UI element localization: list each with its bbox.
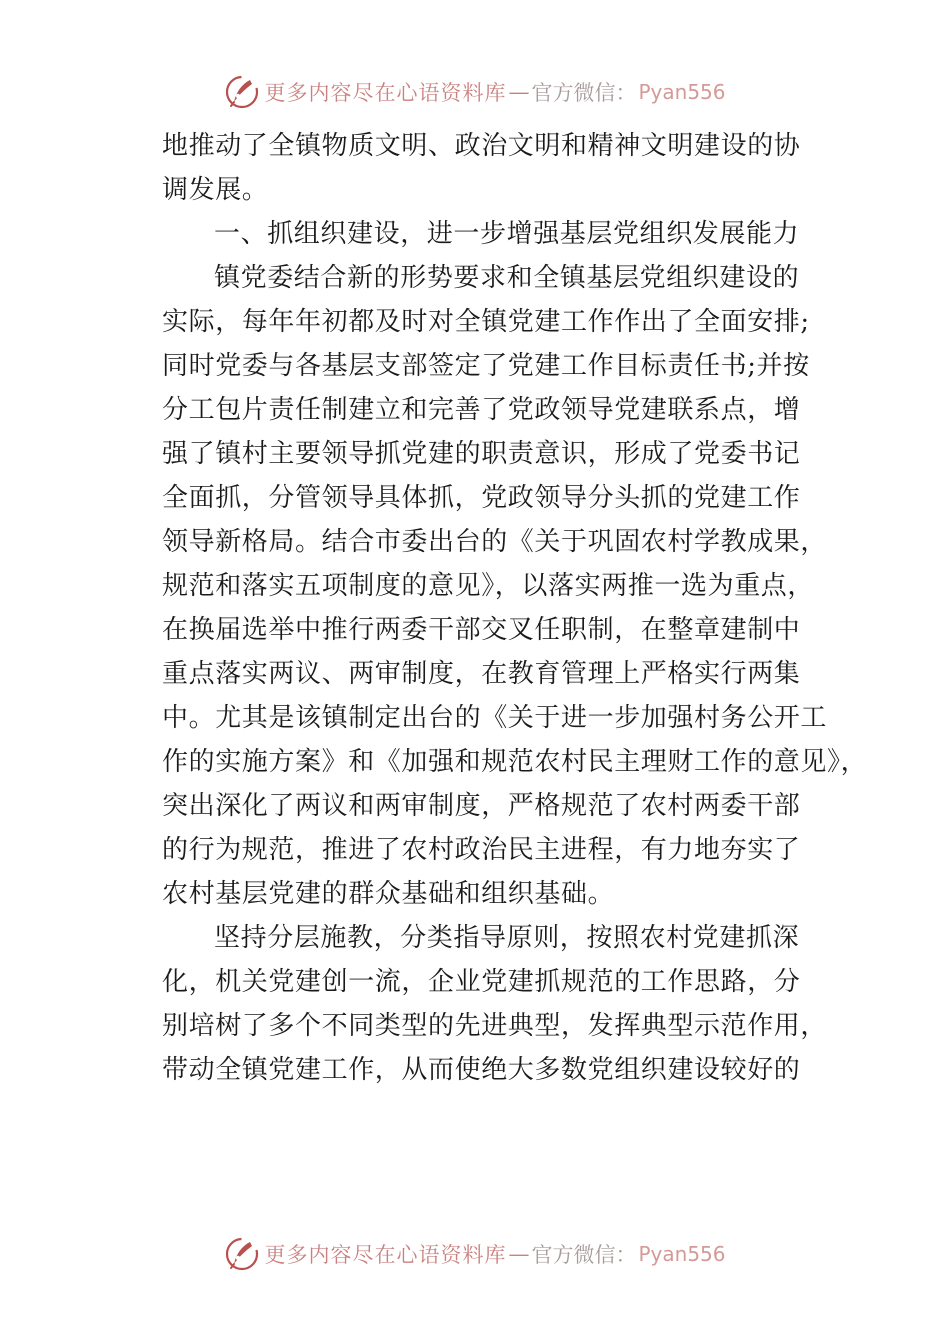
text-line: 实际，每年年初都及时对全镇党建工作作出了全面安排; <box>162 307 810 337</box>
footer-wechat-id: Pyan556 <box>638 1242 726 1266</box>
text-line: 地推动了全镇物质文明、政治文明和精神文明建设的协 <box>162 131 801 161</box>
text-line: 坚持分层施教，分类指导原则，按照农村党建抓深 <box>214 923 800 953</box>
text-line: 农村基层党建的群众基础和组织基础。 <box>162 879 615 909</box>
quill-feather-logo-icon <box>224 1236 260 1272</box>
text-line: 作的实施方案》和《加强和规范农村民主理财工作的意见》， <box>162 747 868 777</box>
text-line: 突出深化了两议和两审制度，严格规范了农村两委干部 <box>162 791 801 821</box>
footer-wechat-label: 官方微信： <box>531 1243 637 1267</box>
text-line: 分工包片责任制建立和完善了党政领导党建联系点，增 <box>162 395 801 425</box>
document-body <box>162 124 868 1092</box>
header-title: 更多内容尽在心语资料库 <box>264 81 507 105</box>
text-line: 别培树了多个不同类型的先进典型，发挥典型示范作用， <box>162 1011 828 1041</box>
header-wechat-label: 官方微信： <box>531 81 637 105</box>
header-banner <box>0 70 950 114</box>
text-line: 在换届选举中推行两委干部交叉任职制，在整章建制中 <box>162 615 801 645</box>
text-line: 全面抓，分管领导具体抓，党政领导分头抓的党建工作 <box>162 483 801 513</box>
text-line: 强了镇村主要领导抓党建的职责意识，形成了党委书记 <box>162 439 801 469</box>
footer-title: 更多内容尽在心语资料库 <box>264 1243 507 1267</box>
footer-separator: — <box>508 1242 530 1266</box>
text-line: 化，机关党建创一流，企业党建抓规范的工作思路，分 <box>162 967 801 997</box>
text-line: 镇党委结合新的形势要求和全镇基层党组织建设的 <box>214 263 800 293</box>
text-line: 带动全镇党建工作，从而使绝大多数党组织建设较好的 <box>162 1055 801 1085</box>
text-line: 的行为规范，推进了农村政治民主进程，有力地夯实了 <box>162 835 801 865</box>
text-line: 同时党委与各基层支部签定了党建工作目标责任书;并按 <box>162 351 810 381</box>
footer-banner <box>0 1232 950 1276</box>
header-wechat-id: Pyan556 <box>638 80 726 104</box>
text-line: 领导新格局。结合市委出台的《关于巩固农村学教成果， <box>162 527 828 557</box>
text-line: 一、抓组织建设，进一步增强基层党组织发展能力 <box>214 219 800 249</box>
text-line: 重点落实两议、两审制度，在教育管理上严格实行两集 <box>162 659 801 689</box>
header-separator: — <box>508 80 530 104</box>
text-line: 中。尤其是该镇制定出台的《关于进一步加强村务公开工 <box>162 703 828 733</box>
text-line: 规范和落实五项制度的意见》，以落实两推一选为重点， <box>162 571 815 601</box>
quill-feather-logo-icon <box>224 74 260 110</box>
text-line: 调发展。 <box>162 175 269 205</box>
